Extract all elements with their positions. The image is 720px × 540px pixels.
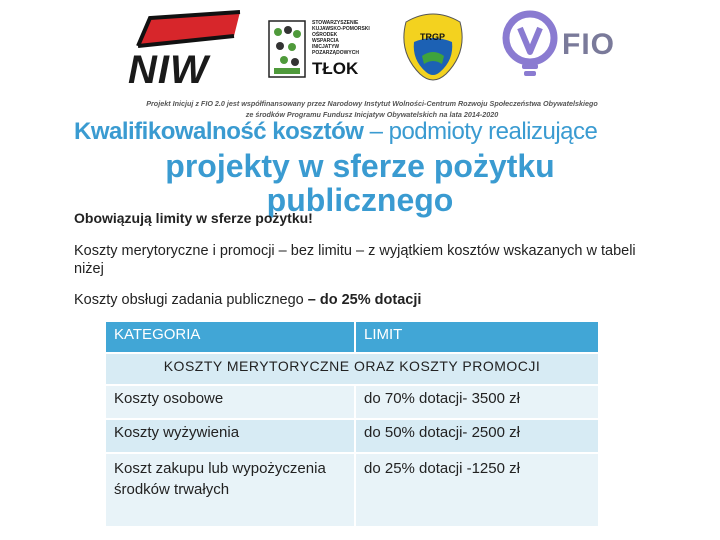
header-category: KATEGORIA [105, 321, 355, 353]
table-row [105, 385, 599, 419]
table-subheader-row [105, 353, 599, 385]
niw-flag-icon [118, 10, 248, 50]
tlok-caption-line: STOWARZYSZENIE [312, 20, 359, 26]
title-rest-part: – podmioty realizujące [363, 118, 598, 145]
funding-note-line: ze środków Programu Fundusz Inicjatyw Obywatelskich na lata 2014-2020 [245, 110, 499, 119]
table-row [105, 419, 599, 453]
row-category: Koszt zakupu lub wypożyczenia środków trwałych [105, 453, 355, 527]
table-header-row [105, 321, 599, 353]
row-category: Koszty osobowe [105, 385, 355, 419]
limits-notice: Obowiązują limity w sferze pożytku! [74, 210, 313, 226]
slide-title-line3: publicznego [266, 182, 454, 218]
tlok-caption-line: POZARZĄDOWYCH [312, 50, 359, 56]
table-row [105, 453, 599, 527]
trgp-emblem-icon [398, 12, 468, 86]
tlok-logo-caption [312, 20, 374, 56]
funding-note [112, 98, 632, 120]
slide-title-line1 [74, 118, 674, 146]
fio-logo [500, 10, 630, 80]
fio-bulb-icon [500, 10, 562, 80]
row-category: Koszty wyżywienia [105, 419, 355, 453]
title-bold-part: Kwalifikowalność kosztów [74, 118, 364, 145]
row-limit: do 50% dotacji- 2500 zł [355, 419, 599, 453]
tlok-logo [268, 14, 376, 82]
niw-logo [118, 10, 248, 92]
tlok-caption-line: WSPARCIA [312, 38, 339, 44]
funding-note-line: Projekt Inicjuj z FIO 2.0 jest współfinansowany przez Narodowy Instytut Wolności-Centrum Rozwoju Społeczeństwa Obywatelskiego [146, 99, 598, 108]
slide-title-line2: projekty w sferze pożytku [165, 148, 555, 184]
tlok-logo-name: TŁOK [312, 59, 359, 78]
tlok-emblem-icon [268, 20, 306, 78]
paragraph-merit-costs: Koszty merytoryczne i promocji – bez limitu – z wyjątkiem kosztów wskazanych w tabeli niżej [74, 243, 636, 277]
trgp-logo-text: TRGP [420, 32, 446, 42]
paragraph-admin-limit: – do 25% dotacji [303, 292, 422, 308]
limits-table [104, 320, 600, 528]
row-limit: do 25% dotacji -1250 zł [355, 453, 599, 527]
tlok-caption-line: KUJAWSKO-POMORSKI [312, 26, 370, 32]
header-limit: LIMIT [355, 321, 599, 353]
fio-logo-text: FIO [562, 28, 615, 61]
table-subheader: KOSZTY MERYTORYCZNE ORAZ KOSZTY PROMOCJI [105, 353, 599, 385]
trgp-logo [398, 12, 468, 86]
tlok-caption-line: INICJATYW [312, 44, 340, 50]
paragraph-admin-lead: Koszty obsługi zadania publicznego [74, 292, 304, 308]
row-limit: do 70% dotacji- 3500 zł [355, 385, 599, 419]
paragraph-admin-costs [74, 292, 664, 308]
niw-logo-text: NIW [128, 48, 209, 92]
tlok-caption-line: OŚRODEK [312, 32, 338, 38]
logo-bar [0, 0, 720, 100]
